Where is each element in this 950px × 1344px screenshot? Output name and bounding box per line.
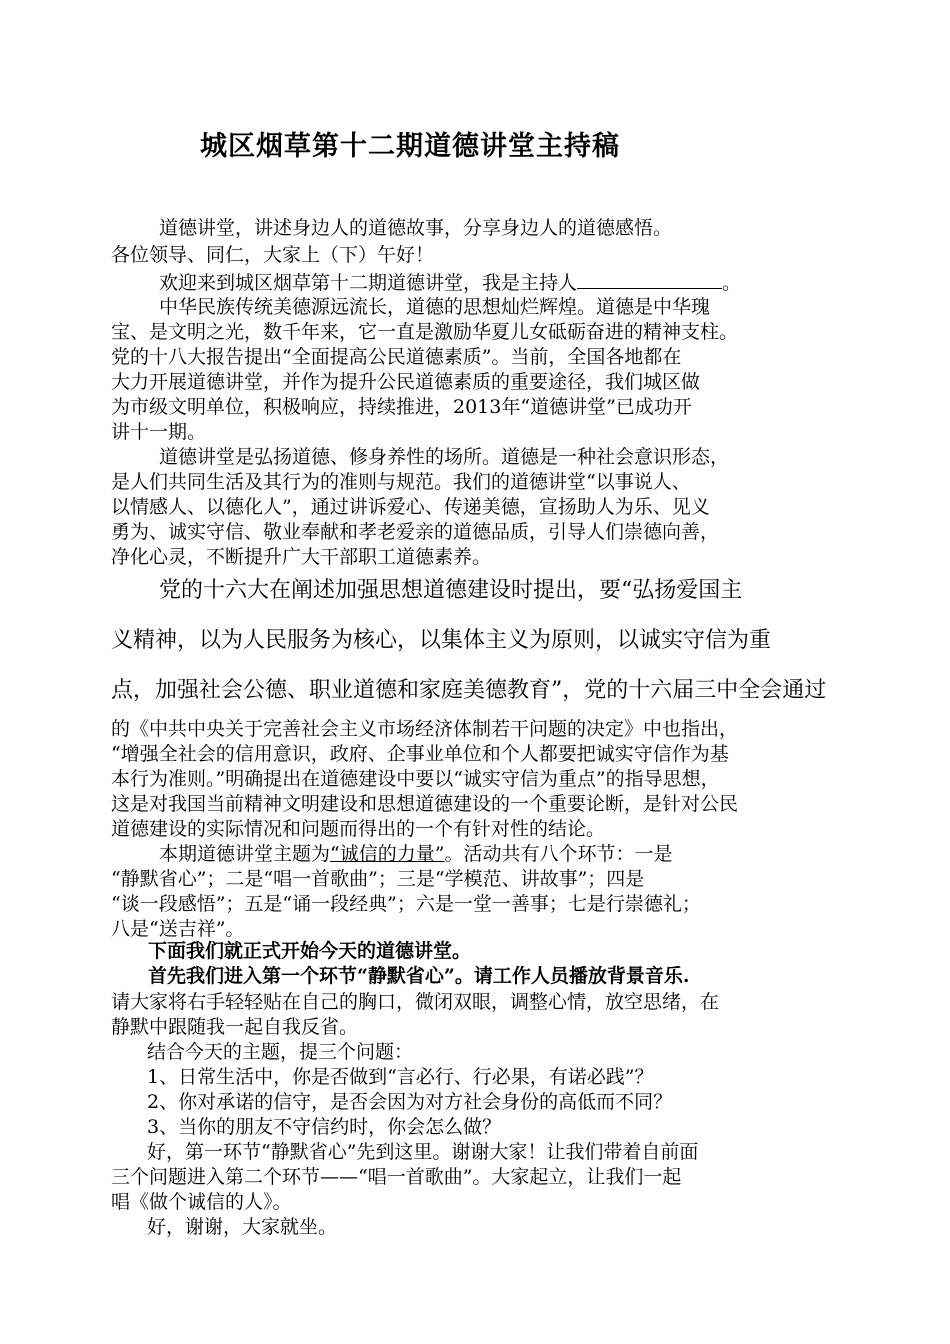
paragraph-line: 八是“送吉祥”。 [111,918,245,940]
paragraph-line: 党的十六大在阐述加强思想道德建设时提出，要“弘扬爱国主 [159,578,743,603]
paragraph-line: 义精神，以为人民服务为核心，以集体主义为原则，以诚实守信为重 [111,628,772,653]
intro-line: 道德讲堂，讲述身边人的道德故事，分享身边人的道德感悟。 [159,217,673,239]
paragraph-line: “谈一段感悟”；五是“诵一段经典”；六是一堂一善事；七是行崇德礼； [111,893,701,915]
welcome-end: 。 [722,272,742,294]
paragraph-line: 净化心灵，不断提升广大干部职工道德素养。 [111,546,492,568]
paragraph-line: 党的十八大报告提出“全面提高公民道德素质”。当前，全国各地都在 [111,346,682,368]
theme-line [159,842,672,866]
paragraph-line: 中华民族传统美德源远流长，道德的思想灿烂辉煌。道德是中华瑰 [159,296,711,318]
paragraph-line: “增强全社会的信用意识，政府、企事业单位和个人都要把诚实守信作为基 [111,743,729,765]
theme-text-end: 。活动共有八个环节：一是 [444,843,673,865]
theme-title: “诚信的力量” [330,843,445,865]
welcome-text: 欢迎来到城区烟草第十二期道德讲堂，我是主持人 [159,272,578,294]
paragraph-line: 请大家将右手轻轻贴在自己的胸口，微闭双眼，调整心情，放空思绪，在 [111,991,720,1013]
welcome-line [159,270,741,295]
paragraph-line: 的《中共中央关于完善社会主义市场经济体制若干问题的决定》中也指出， [111,718,739,740]
paragraph-line: 三个问题进入第二个环节——“唱一首歌曲”。大家起立，让我们一起 [111,1166,682,1188]
greeting-line: 各位领导、同仁，大家上（下）午好！ [111,244,435,266]
paragraph-line: 静默中跟随我一起自我反省。 [111,1016,359,1038]
paragraph-line: 以情感人、以德化人”，通过讲诉爱心、传递美德，宣扬助人为乐、见义 [111,496,710,518]
paragraph-line: 讲十一期。 [111,421,207,443]
question-item: 2、你对承诺的信守，是否会因为对方社会身份的高低而不同？ [147,1091,673,1113]
document-title: 城区烟草第十二期道德讲堂主持稿 [200,131,620,162]
paragraph-line: 宝、是文明之光，数千年来，它一直是激励华夏儿女砥砺奋进的精神支柱。 [111,321,739,343]
paragraph-line: 道德讲堂是弘扬道德、修身养性的场所。道德是一种社会意识形态， [159,446,730,468]
bold-line: 首先我们进入第一个环节“静默省心”。请工作人员播放背景音乐. [148,965,690,987]
paragraph-line: 好，谢谢，大家就坐。 [147,1216,338,1238]
question-item: 1、日常生活中，你是否做到“言必行、行必果，有诺必践”？ [147,1066,654,1088]
paragraph-line: 大力开展道德讲堂，并作为提升公民道德素质的重要途径，我们城区做 [111,371,701,393]
theme-text: 本期道德讲堂主题为 [159,843,331,865]
paragraph-line: 道德建设的实际情况和问题而得出的一个有针对性的结论。 [111,818,606,840]
question-item: 3、当你的朋友不守信约时，你会怎么做？ [147,1116,502,1138]
paragraph-line: 本行为准则。”明确提出在道德建设中要以“诚实守信为重点”的指导思想， [111,768,720,790]
paragraph-line: 好，第一环节“静默省心”先到这里。谢谢大家！让我们带着自前面 [147,1141,699,1163]
paragraph-line: 这是对我国当前精神文明建设和思想道德建设的一个重要论断，是针对公民 [111,793,739,815]
paragraph-line: “静默省心”；二是“唱一首歌曲”；三是“学模范、讲故事”；四是 [111,868,645,890]
paragraph-line: 点，加强社会公德、职业道德和家庭美德教育”，党的十六届三中全会通过 [111,678,827,703]
paragraph-line: 唱《做个诚信的人》。 [111,1191,292,1213]
paragraph-line: 是人们共同生活及其行为的准则与规范。我们的道德讲堂“以事说人、 [111,471,691,493]
paragraph-line: 结合今天的主题，提三个问题： [147,1041,414,1063]
paragraph-line: 为市级文明单位，积极响应，持续推进，2013年“道德讲堂”已成功开 [111,396,692,418]
paragraph-line: 勇为、诚实守信、敬业奉献和孝老爱亲的道德品质，引导人们崇德向善， [111,521,720,543]
bold-line: 下面我们就正式开始今天的道德讲堂。 [148,940,472,962]
host-name-blank [577,270,722,289]
